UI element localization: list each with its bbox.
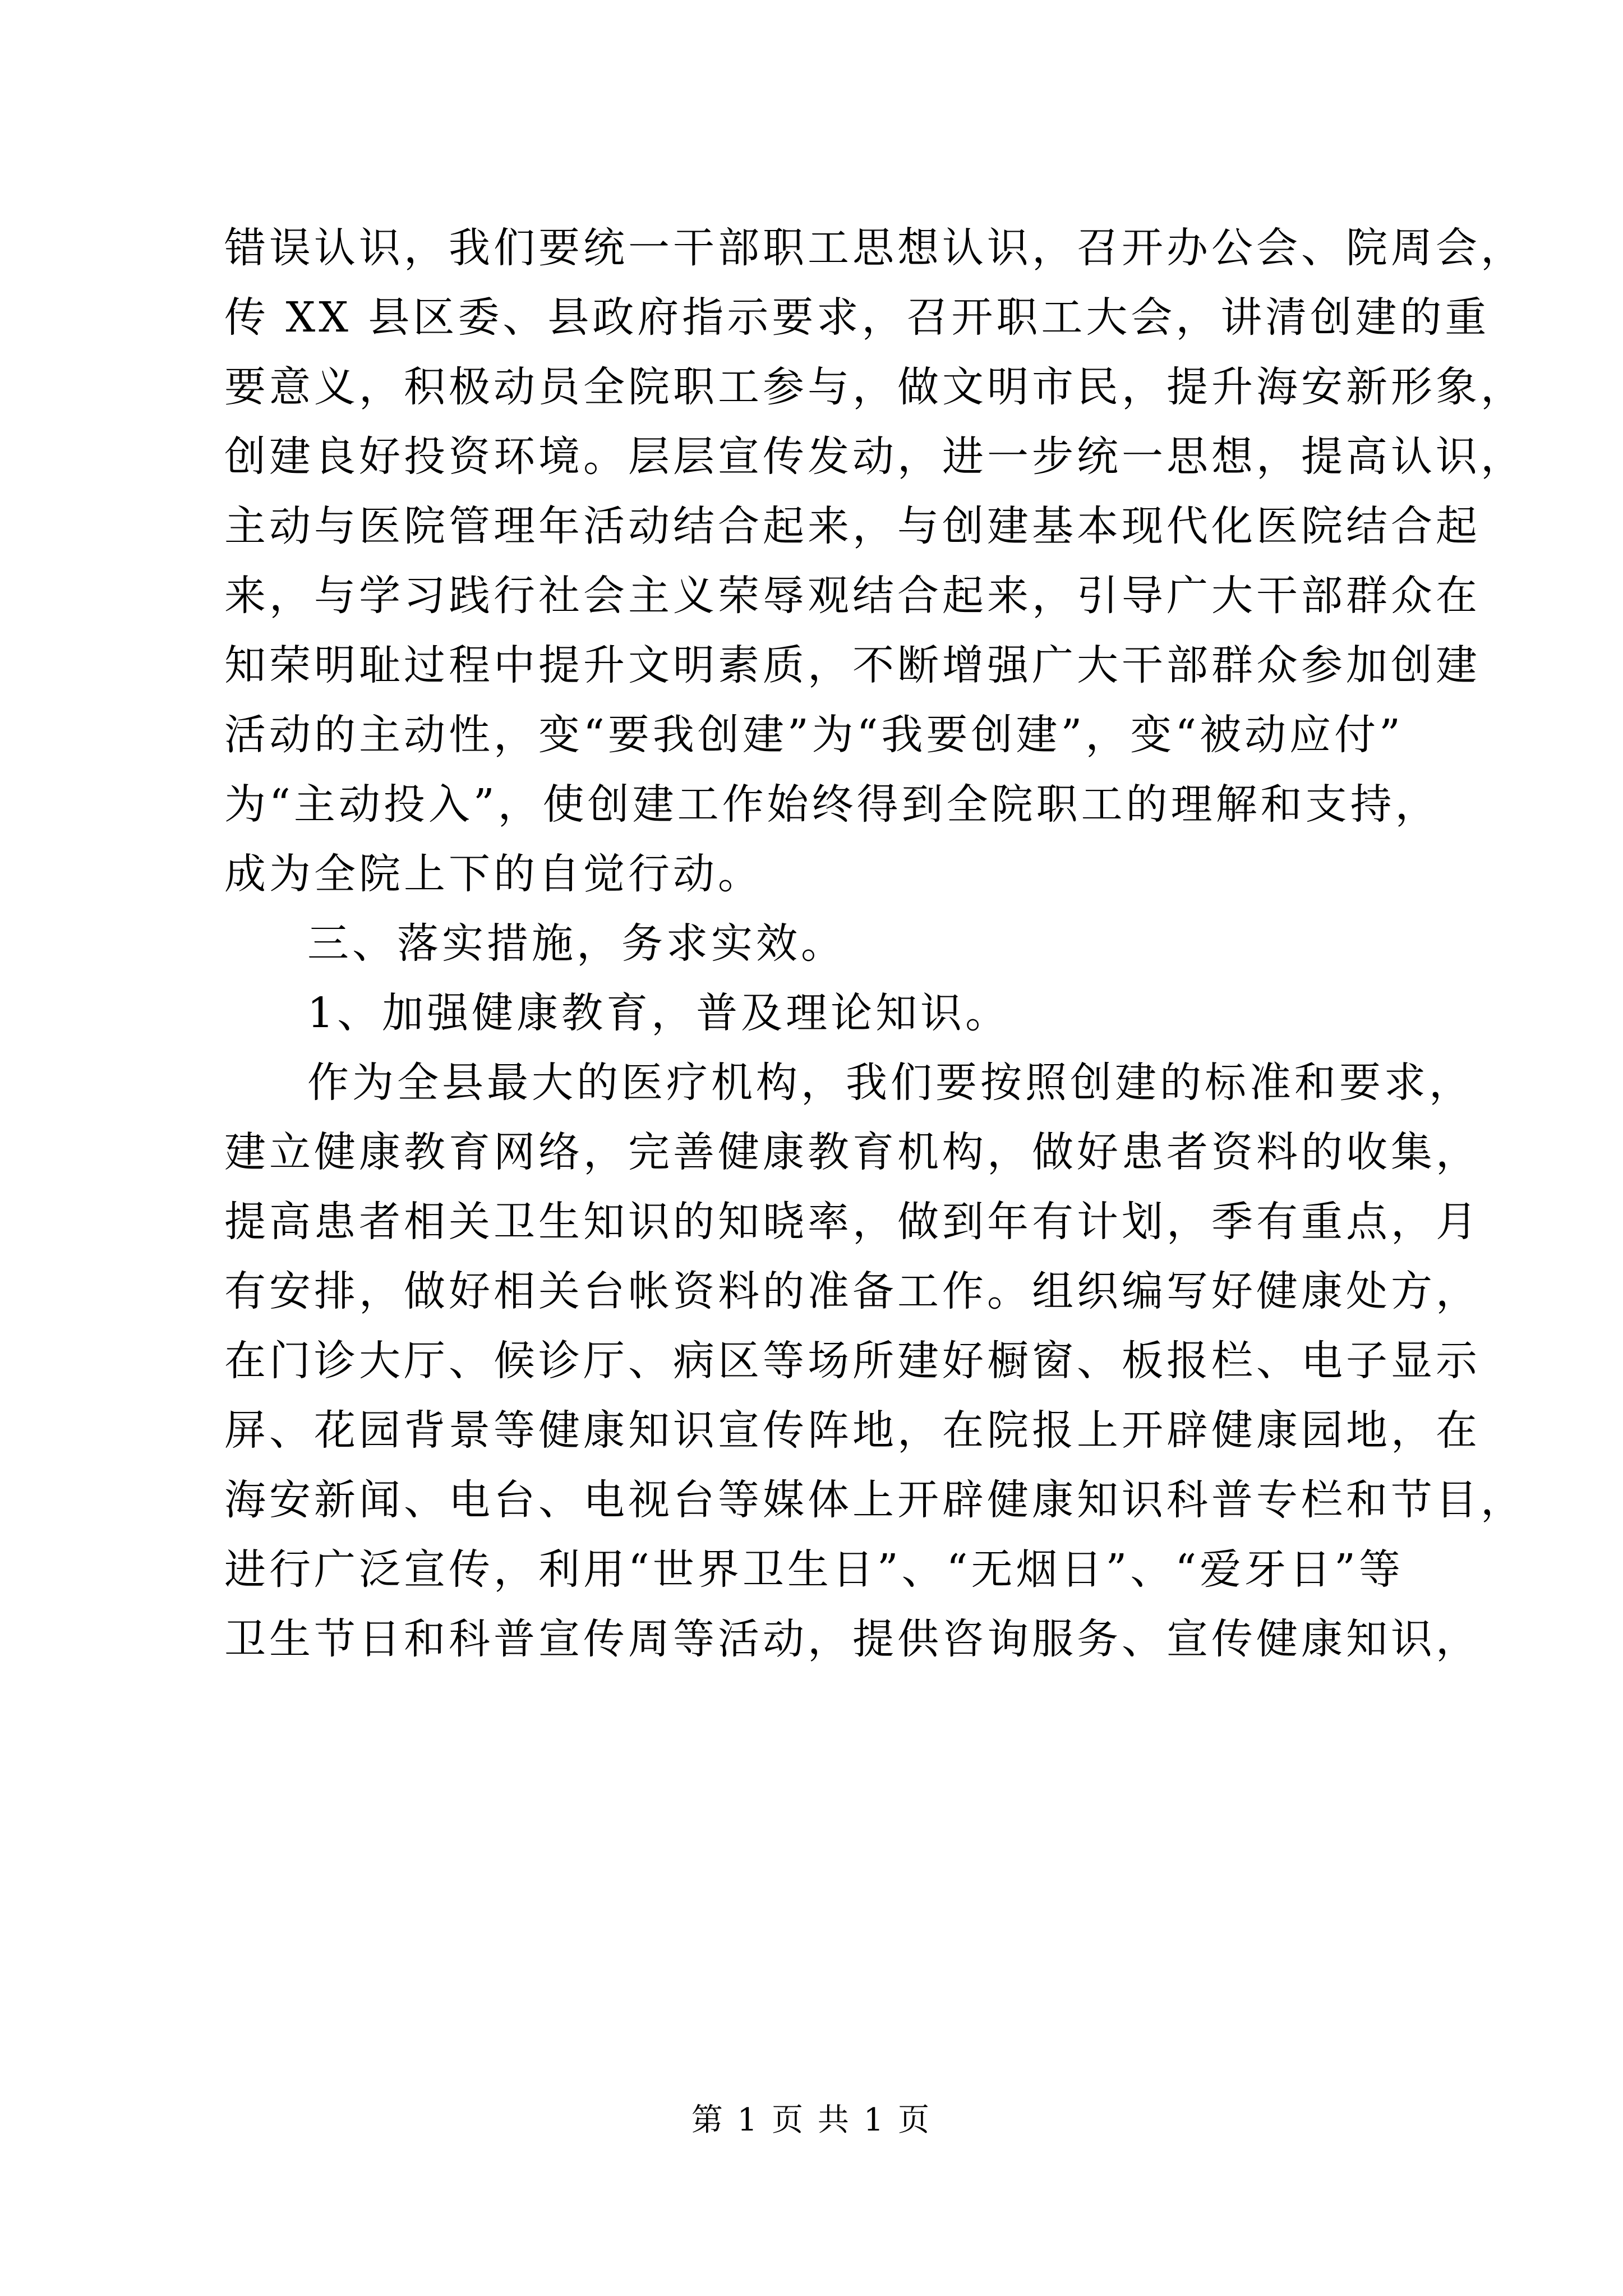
text-line: 主动与医院管理年活动结合起来，与创建基本现代化医院结合起 — [224, 502, 1481, 550]
text-line: 有安排，做好相关台帐资料的准备工作。组织编写好健康处方， — [224, 1267, 1481, 1315]
text-line: 建立健康教育网络，完善健康教育机构，做好患者资料的收集， — [224, 1128, 1481, 1176]
section-heading: 三、落实措施，务求实效。 — [307, 919, 846, 968]
page-footer — [0, 2101, 1623, 2140]
text-line: 成为全院上下的自觉行动。 — [224, 850, 763, 898]
text-line: 卫生节日和科普宣传周等活动，提供咨询服务、宣传健康知识， — [224, 1615, 1481, 1663]
text-line: 屏、花园背景等健康知识宣传阵地，在院报上开辟健康园地，在 — [224, 1406, 1481, 1455]
text-line: 作为全县最大的医疗机构，我们要按照创建的标准和要求， — [307, 1059, 1474, 1107]
text-line: 要意义，积极动员全院职工参与，做文明市民，提升海安新形象， — [224, 363, 1525, 411]
text-line: 来，与学习践行社会主义荣辱观结合起来，引导广大干部群众在 — [224, 572, 1481, 620]
text-line: 海安新闻、电台、电视台等媒体上开辟健康知识科普专栏和节目， — [224, 1476, 1525, 1524]
text-line: 创建良好投资环境。层层宣传发动，进一步统一思想，提高认识， — [224, 432, 1525, 481]
text-line: 在门诊大厅、候诊厅、病区等场所建好橱窗、板报栏、电子显示 — [224, 1337, 1481, 1385]
subsection-heading: 1、加强健康教育，普及理论知识。 — [307, 989, 1011, 1037]
text-line: 错误认识，我们要统一干部职工思想认识，召开办公会、院周会， — [224, 224, 1525, 272]
text-line: 为“主动投入”，使创建工作始终得到全院职工的理解和支持， — [224, 780, 1440, 829]
body-text — [224, 213, 1525, 1674]
page-number: 第 1 页 共 1 页 — [691, 2102, 932, 2138]
text-line: 提高患者相关卫生知识的知晓率，做到年有计划，季有重点，月 — [224, 1198, 1481, 1246]
text-line: 传 XX 县区委、县政府指示要求，召开职工大会，讲清创建的重 — [224, 293, 1490, 342]
text-line: 活动的主动性，变“要我创建”为“我要创建”，变“被动应付” — [224, 711, 1404, 759]
text-line: 进行广泛宣传，利用“世界卫生日”、“无烟日”、“爱牙日”等 — [224, 1545, 1404, 1594]
text-line: 知荣明耻过程中提升文明素质，不断增强广大干部群众参加创建 — [224, 641, 1481, 689]
